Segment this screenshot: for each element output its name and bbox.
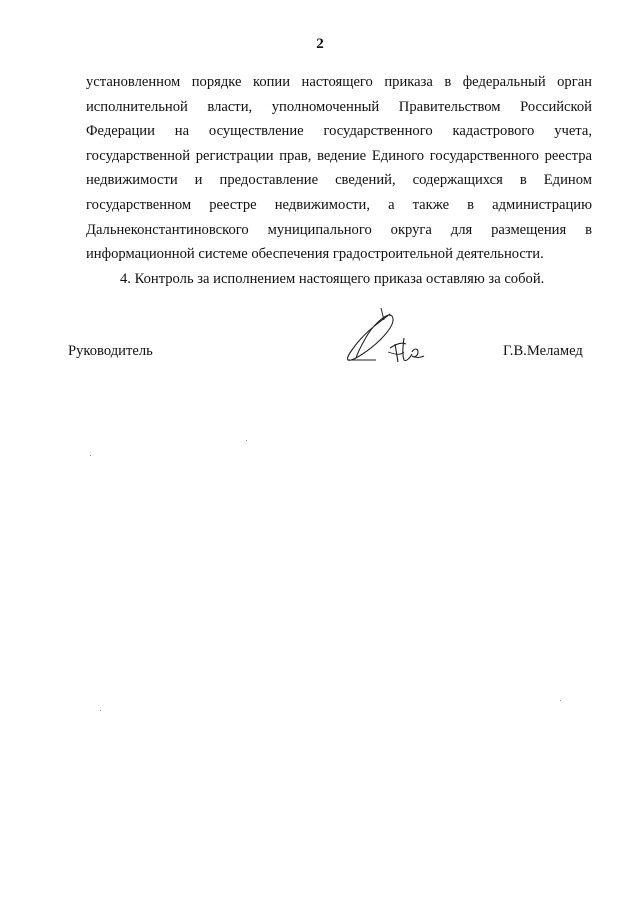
- body-line-4: государственной регистрации прав, ведение Единого государственного реестра: [86, 147, 592, 164]
- signer-name: Г.В.Меламед: [503, 343, 583, 359]
- body-line-5: недвижимости и предоставление сведений, содержащихся в Едином: [86, 172, 592, 189]
- scan-speck: [90, 455, 91, 456]
- body-line-3: Федерации на осуществление государственного кадастрового учета,: [86, 123, 592, 140]
- scan-speck: [100, 710, 101, 711]
- page-number: 2: [316, 36, 324, 52]
- body-line-2: исполнительной власти, уполномоченный Правительством Российской: [86, 98, 592, 115]
- body-line-1: установленном порядке копии настоящего приказа в федеральный орган: [86, 74, 592, 90]
- scan-speck: [560, 700, 561, 701]
- signer-title: Руководитель: [68, 343, 153, 359]
- scan-speck: [246, 440, 247, 441]
- handwritten-signature: [340, 308, 430, 378]
- body-line-8: информационной системе обеспечения градостроительной деятельности.: [86, 246, 544, 263]
- body-text: [86, 70, 592, 291]
- body-line-7: Дальнеконстантиновского муниципального округа для размещения в: [86, 221, 592, 238]
- body-line-6: государственном реестре недвижимости, а также в администрацию: [86, 196, 592, 213]
- paragraph-4: 4. Контроль за исполнением настоящего приказа оставляю за собой.: [120, 270, 545, 287]
